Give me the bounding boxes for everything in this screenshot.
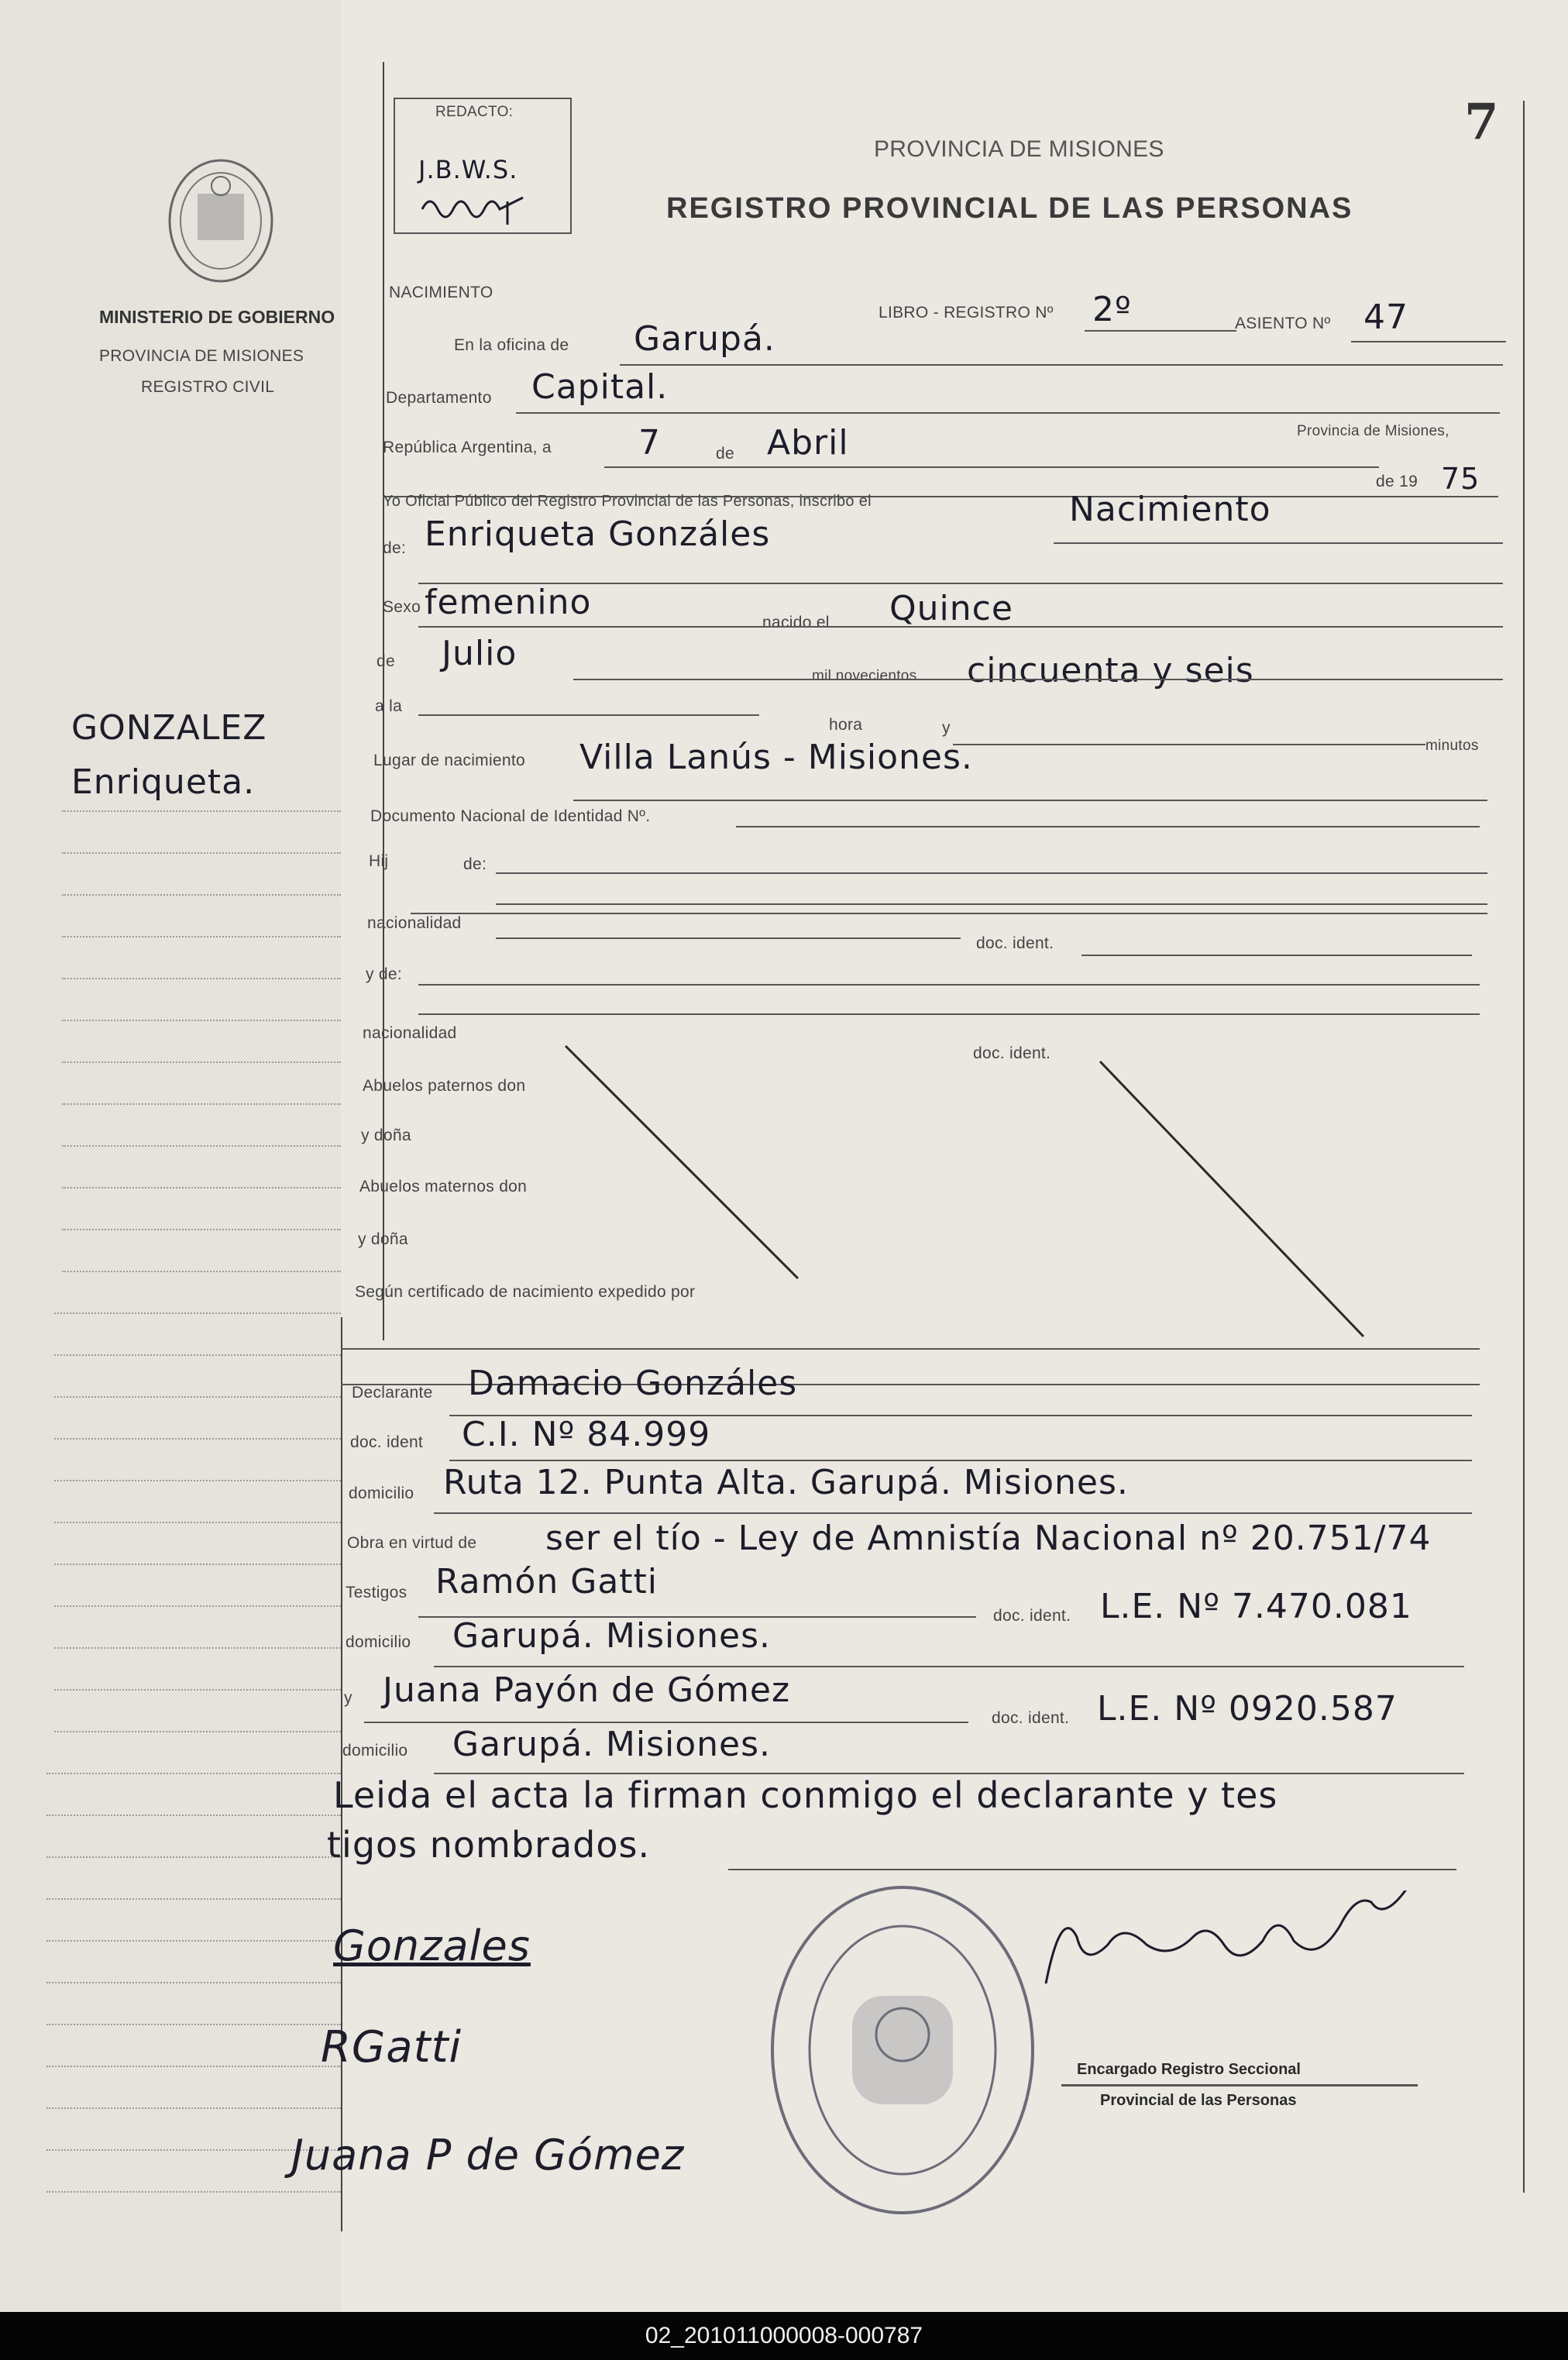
margin-dots	[46, 1898, 341, 1900]
margin-dots	[62, 978, 341, 979]
abuelos-pat-label: Abuelos paternos don	[363, 1077, 526, 1095]
oficina-label: En la oficina de	[454, 336, 569, 354]
field-line	[418, 1013, 1480, 1015]
field-line	[516, 412, 1500, 414]
margin-dots	[54, 1312, 341, 1314]
closing-line-2: tigos nombrados.	[327, 1824, 651, 1866]
testigo1-doc: L.E. Nº 7.470.081	[1100, 1587, 1412, 1626]
margin-dots	[46, 1982, 341, 1983]
field-line	[1054, 542, 1503, 544]
margin-dots	[54, 1522, 341, 1523]
domicilio2-label: domicilio	[346, 1633, 411, 1651]
oficina-value: Garupá.	[634, 319, 775, 359]
margin-dots	[62, 810, 341, 812]
image-id-bar	[0, 2312, 1568, 2360]
segun-label: Según certificado de nacimiento expedido por	[355, 1283, 696, 1301]
field-line	[496, 872, 1487, 874]
field-line	[411, 913, 1487, 914]
margin-dots	[62, 852, 341, 854]
misiones-seal-icon	[163, 155, 279, 287]
nacido-value: Quince	[889, 589, 1013, 628]
field-line	[418, 984, 1480, 986]
registry-stamp-icon	[767, 1880, 1038, 2221]
field-line	[573, 679, 1503, 680]
page-number: 7	[1464, 93, 1499, 151]
field-line	[604, 466, 1379, 468]
doc-ident2-label: doc. ident.	[973, 1044, 1051, 1062]
margin-dots	[54, 1689, 341, 1691]
redacto-signature-icon	[418, 186, 558, 225]
margin-dots	[54, 1605, 341, 1607]
de3-label: de	[377, 652, 395, 670]
province-heading: PROVINCIA DE MISIONES	[874, 136, 1164, 162]
y-de-label: y de:	[366, 965, 403, 983]
field-line	[418, 714, 759, 716]
official-title-line-2: Provincial de las Personas	[1100, 2092, 1297, 2109]
de2-label: de:	[383, 539, 407, 557]
minutos-label: minutos	[1425, 738, 1479, 754]
margin-dots	[62, 1020, 341, 1021]
margin-dots	[62, 1271, 341, 1272]
testigo2-doc: L.E. Nº 0920.587	[1097, 1689, 1398, 1729]
field-line	[728, 1869, 1456, 1870]
field-line	[496, 903, 1487, 905]
form-right-rule	[1523, 101, 1525, 2193]
void-strike-lines	[542, 1038, 1379, 1348]
testigo1-dom: Garupá. Misiones.	[452, 1616, 772, 1656]
margin-dots	[62, 894, 341, 896]
oficial-label: Yo Oficial Público del Registro Provincial de las Personas, inscribo el	[383, 493, 872, 510]
margin-dots	[54, 1480, 341, 1481]
domicilio-label: domicilio	[349, 1484, 414, 1502]
abuelos-mat-label: Abuelos maternos don	[359, 1178, 528, 1195]
ministry-name: MINISTERIO DE GOBIERNO	[99, 307, 335, 327]
asiento-value: 47	[1363, 298, 1408, 337]
margin-dots	[62, 1187, 341, 1189]
field-line	[1085, 330, 1236, 332]
testigo2-dom: Garupá. Misiones.	[452, 1725, 772, 1764]
margin-dots	[62, 1229, 341, 1230]
field-line	[449, 1460, 1472, 1461]
dia-value: 7	[638, 423, 661, 463]
nacionalidad2-label: nacionalidad	[363, 1024, 457, 1042]
dni-label: Documento Nacional de Identidad Nº.	[370, 807, 651, 825]
margin-dots	[54, 1564, 341, 1565]
mil-label: mil novecientos	[812, 668, 917, 684]
redacto-initials: J.B.W.S.	[418, 155, 518, 184]
margin-dots	[54, 1438, 341, 1440]
official-title-line-1: Encargado Registro Seccional	[1077, 2061, 1301, 2078]
record-type-label: NACIMIENTO	[389, 284, 493, 301]
provincia-label: Provincia de Misiones,	[1297, 423, 1449, 439]
ministry-office: REGISTRO CIVIL	[141, 378, 275, 396]
margin-dots	[62, 1061, 341, 1063]
field-line	[364, 1722, 968, 1723]
field-line	[1351, 341, 1506, 342]
acto-value: Nacimiento	[1069, 490, 1271, 529]
sexo-label: Sexo	[383, 598, 421, 616]
y-label: y	[942, 719, 951, 737]
margin-dots	[46, 2107, 341, 2109]
domicilio-value: Ruta 12. Punta Alta. Garupá. Misiones.	[443, 1463, 1129, 1502]
margin-dots	[62, 936, 341, 937]
margin-dots	[46, 2191, 341, 2193]
field-line	[953, 744, 1425, 745]
nacionalidad-label: nacionalidad	[367, 914, 462, 932]
margin-dots	[46, 1940, 341, 1942]
nombre-value: Enriqueta Gonzáles	[425, 514, 771, 554]
margin-dots	[46, 1773, 341, 1774]
testigo1-value: Ramón Gatti	[435, 1562, 658, 1601]
testigos-label: Testigos	[346, 1584, 407, 1601]
field-line	[434, 1512, 1472, 1514]
domicilio3-label: domicilio	[342, 1742, 408, 1760]
lugar-value: Villa Lanús - Misiones.	[579, 738, 973, 777]
testigo2-value: Juana Payón de Gómez	[383, 1670, 791, 1710]
doc-ident-label: doc. ident.	[976, 934, 1054, 952]
field-line	[620, 364, 1503, 366]
y-connector-label: y	[344, 1689, 352, 1707]
departamento-label: Departamento	[386, 389, 492, 407]
signature-declarant: Gonzales	[333, 1921, 531, 1970]
field-line	[736, 826, 1480, 827]
margin-dots	[54, 1354, 341, 1356]
mes-value: Abril	[767, 423, 849, 463]
y-dona2-label: y doña	[358, 1230, 408, 1248]
y-dona-label: y doña	[361, 1127, 411, 1144]
declarante-label: Declarante	[352, 1384, 433, 1402]
anio-value: 75	[1441, 462, 1480, 496]
margin-given-name: Enriqueta.	[71, 762, 256, 802]
registry-title: REGISTRO PROVINCIAL DE LAS PERSONAS	[666, 192, 1353, 225]
anio-nac-value: cincuenta y seis	[967, 651, 1254, 690]
libro-label: LIBRO - REGISTRO Nº	[879, 304, 1054, 322]
section-divider	[341, 1348, 1480, 1350]
official-signature-icon	[1023, 1890, 1456, 1999]
mes-nac-value: Julio	[442, 634, 518, 673]
libro-value: 2º	[1092, 290, 1132, 329]
official-signature-line	[1061, 2084, 1418, 2087]
field-line	[434, 1666, 1464, 1667]
margin-dots	[62, 1103, 341, 1105]
margin-dots	[46, 1856, 341, 1858]
testigo2-doc-label: doc. ident.	[992, 1709, 1070, 1727]
margin-dots	[46, 2066, 341, 2067]
doc-value: C.I. Nº 84.999	[462, 1415, 711, 1454]
ministry-province: PROVINCIA DE MISIONES	[99, 347, 304, 365]
hij-label: Hij	[369, 852, 389, 870]
asiento-label: ASIENTO Nº	[1235, 315, 1331, 332]
image-id-text: 02_201011000008-000787	[645, 2323, 923, 2348]
margin-dots	[54, 1396, 341, 1398]
closing-line-1: Leida el acta la firman conmigo el declarante y tes	[333, 1774, 1278, 1816]
margin-dots	[46, 2024, 341, 2025]
lugar-label: Lugar de nacimiento	[373, 752, 525, 769]
sexo-value: femenino	[425, 583, 592, 622]
field-line	[573, 800, 1487, 801]
departamento-value: Capital.	[531, 367, 669, 407]
signature-witness-1: RGatti	[321, 2022, 462, 2073]
declarante-value: Damacio Gonzáles	[468, 1364, 798, 1403]
obra-value: ser el tío - Ley de Amnistía Nacional nº 20.751/74	[545, 1519, 1432, 1558]
redacto-label: REDACTO:	[435, 104, 514, 120]
margin-dots	[54, 1647, 341, 1649]
a-la-label: a la	[375, 697, 403, 715]
margin-dots	[54, 1731, 341, 1732]
margin-surname: GONZALEZ	[71, 708, 267, 748]
nacido-label: nacido el	[762, 614, 830, 631]
de19-label: de 19	[1376, 473, 1418, 490]
signature-witness-2: Juana P de Gómez	[291, 2131, 685, 2179]
doc-label: doc. ident	[350, 1433, 424, 1451]
de-label: de	[716, 445, 734, 463]
field-line	[496, 937, 961, 939]
hora-label: hora	[829, 716, 863, 734]
field-line	[1081, 955, 1472, 956]
margin-dots	[62, 1145, 341, 1147]
field-line	[418, 626, 1503, 628]
de4-label: de:	[463, 855, 487, 873]
testigo1-doc-label: doc. ident.	[993, 1607, 1071, 1625]
margin-dots	[46, 1815, 341, 1816]
obra-label: Obra en virtud de	[347, 1534, 477, 1552]
republica-label: República Argentina, a	[383, 439, 552, 456]
